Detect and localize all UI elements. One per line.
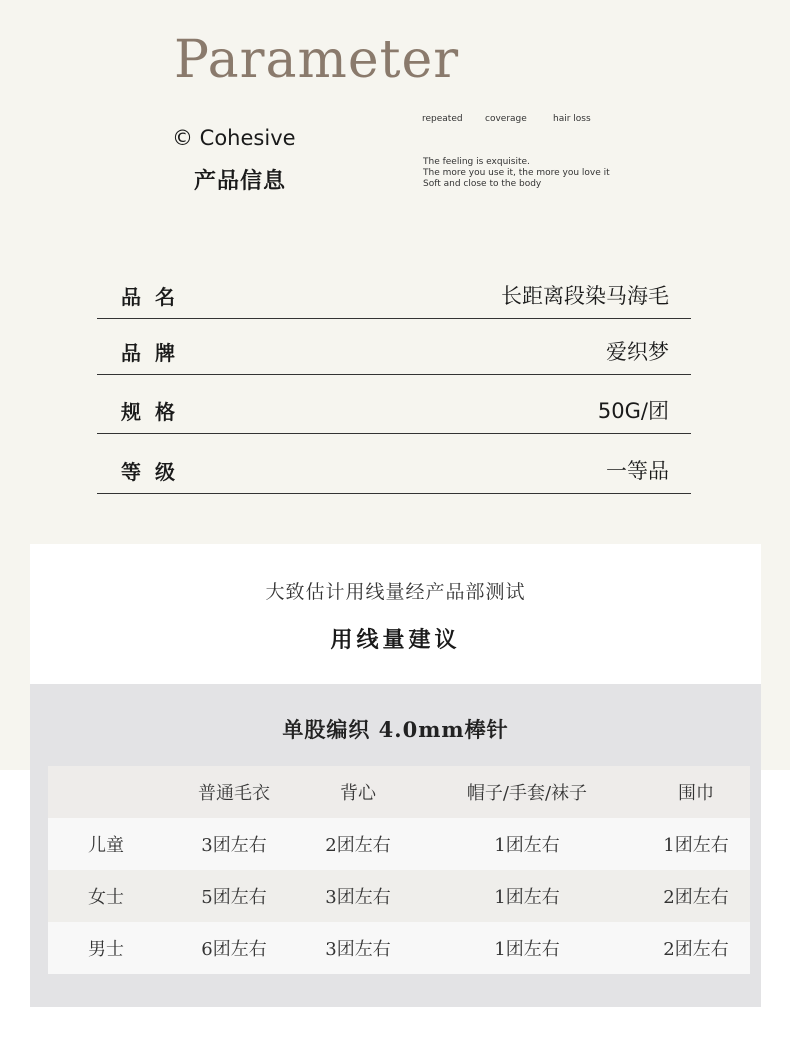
usage-caption: 大致估计用线量经产品部测试 — [265, 581, 526, 603]
param-row-spec — [97, 377, 691, 434]
usage-subtitle: 单股编织 4.0mm棒针 — [282, 717, 509, 742]
tag-coverage: coverage — [485, 114, 527, 124]
slogan — [423, 157, 610, 190]
usage-title: 用线量建议 — [330, 628, 461, 653]
param-label: 等级 — [121, 460, 189, 484]
slogan-line: Soft and close to the body — [423, 179, 542, 189]
brand-name: © Cohesive — [172, 126, 296, 150]
usage-header-panel — [30, 544, 761, 684]
tag-repeated: repeated — [422, 114, 463, 124]
param-value: 爱织梦 — [606, 340, 669, 364]
param-label: 品名 — [121, 285, 189, 309]
table-cell: 1团左右 — [663, 835, 729, 856]
table-header-cell: 帽子/手套/袜子 — [466, 783, 588, 804]
usage-table — [48, 766, 750, 974]
table-row — [48, 922, 750, 974]
brand-subtitle: 产品信息 — [194, 169, 287, 194]
table-cell: 2团左右 — [325, 835, 391, 856]
param-row-grade — [97, 437, 691, 494]
table-cell: 1团左右 — [494, 887, 560, 908]
table-header-cell: 背心 — [340, 783, 376, 804]
table-header-cell: 普通毛衣 — [198, 783, 270, 804]
param-label: 品牌 — [121, 341, 189, 365]
table-cell: 儿童 — [88, 835, 124, 856]
table-header-cell — [48, 766, 164, 818]
table-cell: 2团左右 — [663, 939, 729, 960]
param-label: 规格 — [121, 400, 189, 424]
feature-tags — [422, 114, 591, 124]
param-value: 一等品 — [606, 459, 669, 483]
table-cell: 5团左右 — [201, 887, 267, 908]
param-row-name — [97, 262, 691, 319]
table-header-cell: 围巾 — [678, 783, 714, 804]
param-value: 长距离段染马海毛 — [501, 284, 669, 308]
table-row — [48, 818, 750, 870]
slogan-line: The feeling is exquisite. — [423, 157, 530, 167]
table-row — [48, 870, 750, 922]
tag-hair-loss: hair loss — [553, 114, 591, 124]
param-value: 50G/团 — [597, 399, 669, 423]
table-cell: 2团左右 — [663, 887, 729, 908]
table-cell: 3团左右 — [325, 887, 391, 908]
usage-table-panel — [30, 684, 761, 1007]
table-header-row — [48, 766, 750, 818]
table-cell: 6团左右 — [201, 939, 267, 960]
slogan-line: The more you use it, the more you love it — [423, 168, 610, 178]
table-cell: 3团左右 — [325, 939, 391, 960]
table-cell: 1团左右 — [494, 835, 560, 856]
page-title: Parameter — [174, 30, 460, 90]
param-row-brand — [97, 318, 691, 375]
table-cell: 1团左右 — [494, 939, 560, 960]
table-cell: 男士 — [88, 939, 124, 960]
table-cell: 3团左右 — [201, 835, 267, 856]
table-cell: 女士 — [88, 887, 124, 908]
